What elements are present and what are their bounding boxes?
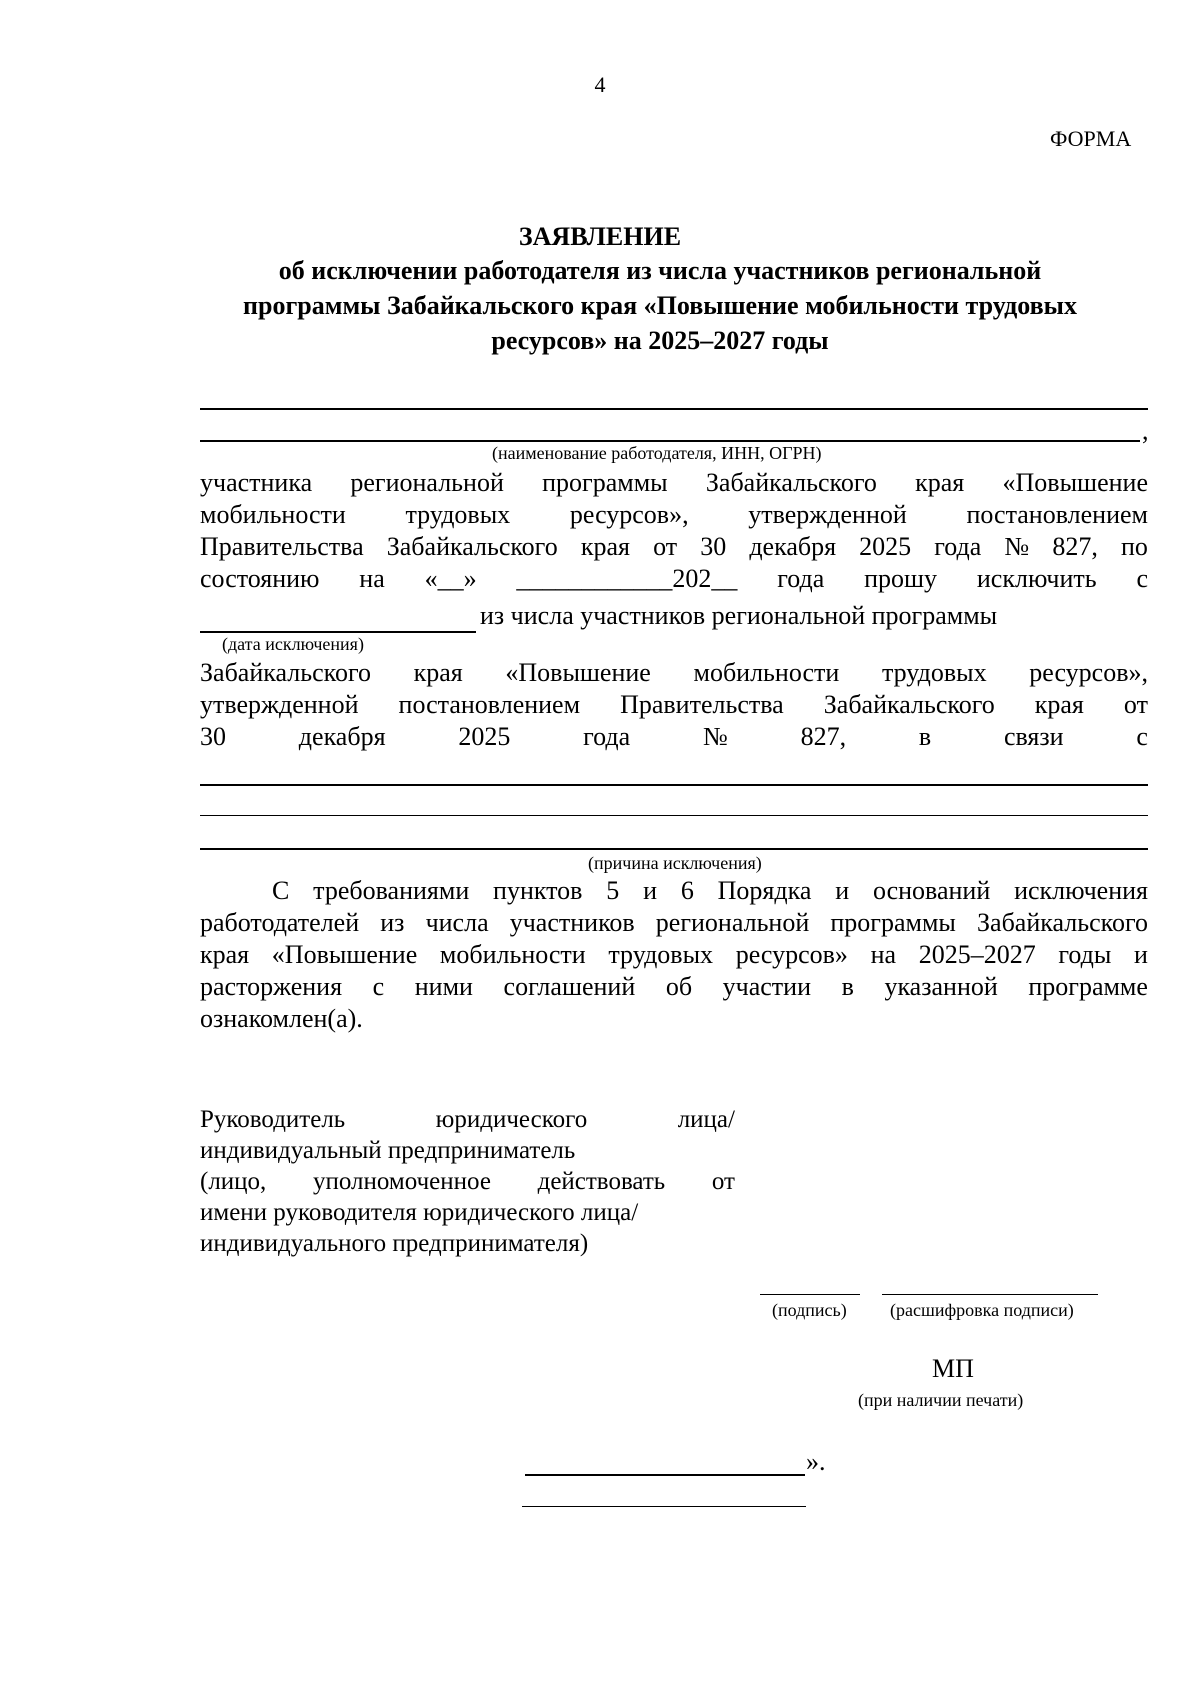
subtitle-line: программы Забайкальского края «Повышение мобильности трудовых — [243, 291, 1077, 320]
word: 827, — [800, 722, 847, 751]
word: мобильности — [200, 500, 346, 529]
word: «Повышение — [505, 658, 651, 687]
word: ресурсов», — [1029, 658, 1148, 687]
word: по — [1120, 532, 1148, 561]
word: региональной — [655, 908, 810, 937]
word: края — [580, 532, 630, 561]
word: индивидуальный предприниматель — [200, 1137, 576, 1164]
word: исключить — [976, 564, 1097, 593]
text-line — [200, 971, 1148, 1003]
text-line — [200, 1197, 735, 1228]
subtitle-line: ресурсов» на 2025–2027 годы — [491, 326, 829, 355]
word: края — [200, 940, 250, 969]
word: и — [643, 876, 658, 905]
signature-decoding-blank-line[interactable] — [882, 1294, 1098, 1295]
word: Правительства — [200, 532, 364, 561]
word: трудовых — [405, 500, 511, 529]
reason-caption: (причина исключения) — [588, 853, 762, 873]
word: в — [841, 972, 854, 1001]
word: программы — [830, 908, 956, 937]
text-line — [200, 656, 1148, 688]
text-line — [200, 720, 1148, 752]
word: участии — [722, 972, 811, 1001]
word: 6 — [680, 876, 694, 905]
text-line — [200, 1104, 735, 1135]
word: работодателей — [200, 908, 360, 937]
word: № — [702, 722, 728, 751]
page-number: 4 — [594, 72, 606, 97]
text-line — [200, 562, 1148, 594]
word: 30 — [200, 722, 226, 751]
word: об — [665, 972, 693, 1001]
text-line — [200, 498, 1148, 530]
program-paragraph — [200, 656, 1148, 752]
word: уполномоченное — [312, 1168, 491, 1195]
reason-blank-line-2[interactable] — [200, 815, 1148, 816]
word: Забайкальского — [386, 532, 558, 561]
word: края — [413, 658, 463, 687]
word: трудовых — [608, 940, 714, 969]
signature-blank-line[interactable] — [760, 1294, 860, 1295]
word: с — [1136, 564, 1148, 593]
word: на — [870, 940, 897, 969]
word: оснований — [872, 876, 991, 905]
word: Руководитель — [200, 1106, 346, 1133]
word: с — [1136, 722, 1148, 751]
word: года — [583, 722, 631, 751]
word: исключения — [1014, 876, 1148, 905]
word: числа — [425, 908, 489, 937]
employer-caption: (наименование работодателя, ИНН, ОГРН) — [492, 443, 822, 463]
signature-caption: (подпись) — [772, 1300, 847, 1320]
text-line — [200, 875, 1148, 907]
word: 827, — [1052, 532, 1098, 561]
word: года — [777, 564, 825, 593]
word: и — [835, 876, 850, 905]
word: 2025–2027 — [918, 940, 1036, 969]
word: «Повышение — [1002, 468, 1148, 497]
employer-comma: , — [1142, 416, 1149, 445]
word: индивидуального предпринимателя) — [200, 1230, 589, 1257]
word: требованиями — [313, 876, 470, 905]
reason-blank-line-3[interactable] — [200, 848, 1148, 850]
stamp-label: МП — [932, 1354, 974, 1383]
exclusion-line-text: из числа участников региональной программы — [480, 601, 998, 630]
word: утвержденной — [748, 500, 907, 529]
subtitle-line: об исключении работодателя из числа участников региональной — [278, 256, 1042, 285]
text-line — [200, 1003, 1148, 1035]
form-label: ФОРМА — [1050, 126, 1132, 151]
word: «__» — [424, 564, 477, 593]
word: мобильности — [439, 940, 586, 969]
word: года — [934, 532, 982, 561]
word: действовать — [537, 1168, 666, 1195]
word: декабря — [298, 722, 386, 751]
word: трудовых — [881, 658, 987, 687]
word: 30 — [700, 532, 727, 561]
word: лица/ — [677, 1106, 735, 1133]
word: ними — [414, 972, 473, 1001]
word: мобильности — [693, 658, 840, 687]
employer-blank-line-2[interactable] — [200, 440, 1140, 442]
word: программе — [1028, 972, 1148, 1001]
word: участника — [200, 468, 313, 497]
word: с — [372, 972, 385, 1001]
word: Забайкальского — [200, 658, 371, 687]
employer-blank-line-1[interactable] — [200, 408, 1148, 410]
word: Забайкальского — [705, 468, 877, 497]
word: соглашений — [503, 972, 636, 1001]
word: в — [918, 722, 932, 751]
word: постановлением — [398, 690, 581, 719]
word: региональной — [350, 468, 504, 497]
stamp-caption: (при наличии печати) — [858, 1390, 1024, 1410]
closing-separator — [522, 1506, 806, 1507]
word: ресурсов» — [735, 940, 848, 969]
word: от — [1123, 690, 1148, 719]
word: на — [359, 564, 385, 593]
word: утвержденной — [200, 690, 359, 719]
word: № — [1004, 532, 1030, 561]
document-subtitle — [195, 253, 1125, 358]
word: Порядка — [717, 876, 812, 905]
word: постановлением — [966, 500, 1148, 529]
word: 2025 — [458, 722, 511, 751]
word: связи — [1003, 722, 1064, 751]
signer-block — [200, 1104, 735, 1259]
exclusion-date-caption: (дата исключения) — [222, 634, 364, 654]
text-line — [200, 1135, 735, 1166]
word: ресурсов», — [569, 500, 689, 529]
closing-quote: ». — [806, 1447, 826, 1476]
text-line — [200, 530, 1148, 562]
word: юридического — [435, 1106, 588, 1133]
word: программы — [542, 468, 668, 497]
word: Правительства — [620, 690, 784, 719]
acknowledgement-paragraph — [200, 875, 1148, 1035]
word: указанной — [884, 972, 998, 1001]
request-paragraph — [200, 466, 1148, 594]
word: расторжения — [200, 972, 343, 1001]
text-line — [200, 907, 1148, 939]
text-line — [200, 1228, 735, 1259]
word: 2025 — [859, 532, 912, 561]
word: «Повышение — [271, 940, 418, 969]
reason-blank-line-1[interactable] — [200, 784, 1148, 786]
word: от — [711, 1168, 735, 1195]
word: Забайкальского — [977, 908, 1148, 937]
word: из — [380, 908, 405, 937]
word: пунктов — [493, 876, 583, 905]
word: декабря — [749, 532, 837, 561]
word: прошу — [864, 564, 938, 593]
word: ____________202__ — [516, 564, 738, 593]
word: (лицо, — [200, 1168, 267, 1195]
word: С — [272, 876, 290, 905]
text-line — [200, 1166, 735, 1197]
signature-decoding-caption: (расшифровка подписи) — [890, 1300, 1074, 1320]
word: и — [1133, 940, 1148, 969]
text-line — [200, 466, 1148, 498]
word: 5 — [606, 876, 620, 905]
document-title: ЗАЯВЛЕНИЕ — [518, 222, 682, 251]
closing-blank-line[interactable] — [525, 1474, 805, 1476]
word: края — [915, 468, 965, 497]
word: состоянию — [200, 564, 320, 593]
word: ознакомлен(а). — [200, 1004, 363, 1033]
word: Забайкальского — [823, 690, 995, 719]
word: имени руководителя юридического лица/ — [200, 1199, 639, 1226]
word: края — [1034, 690, 1084, 719]
word: от — [653, 532, 678, 561]
exclusion-date-blank-line[interactable] — [200, 631, 476, 633]
word: годы — [1058, 940, 1112, 969]
text-line — [200, 939, 1148, 971]
text-line — [200, 688, 1148, 720]
word: участников — [509, 908, 635, 937]
